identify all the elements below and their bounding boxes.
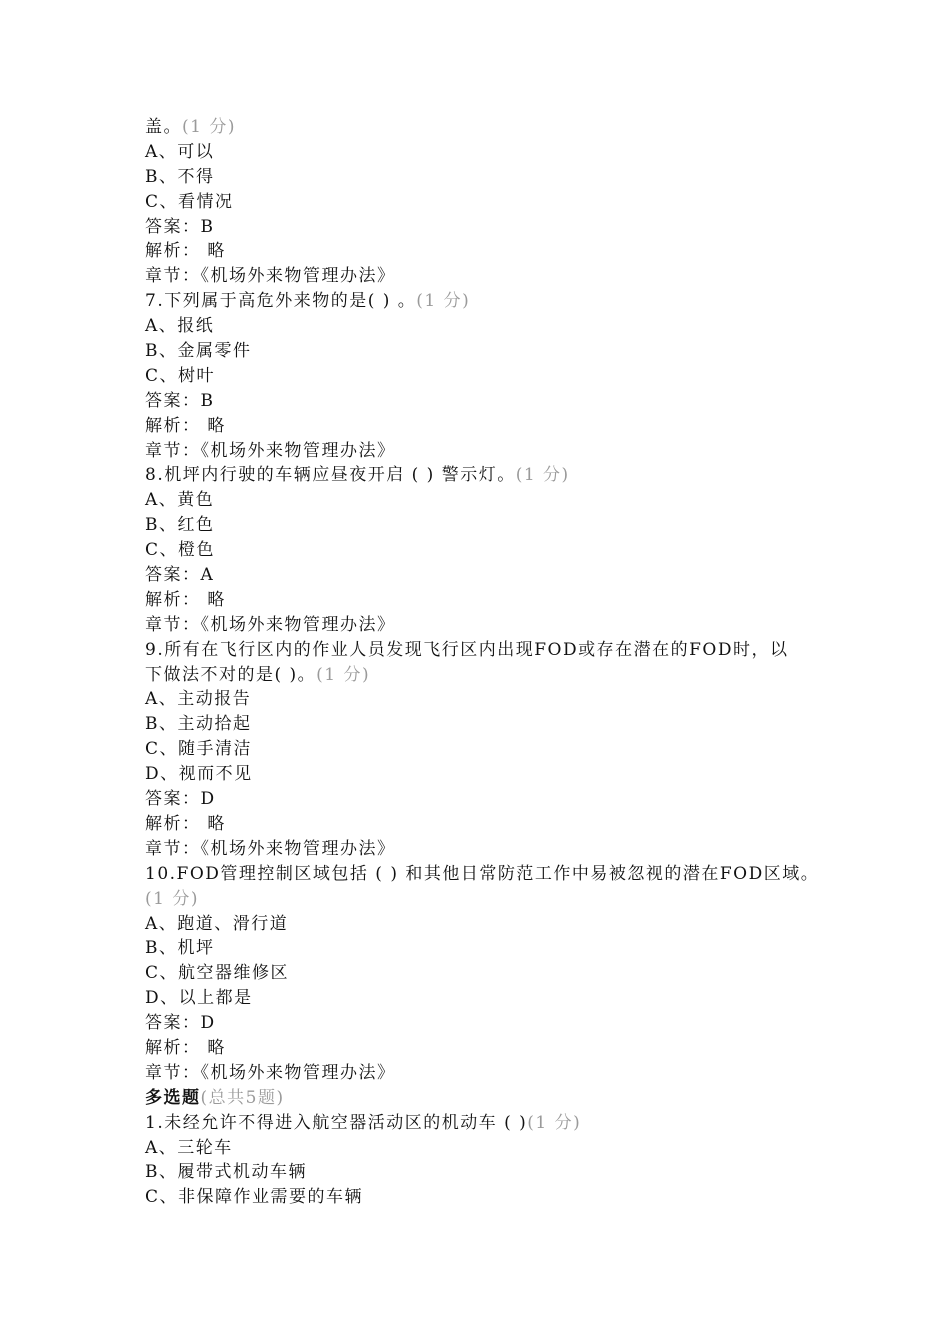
line-text: A、主动报告 <box>145 689 252 710</box>
text-line <box>145 588 845 613</box>
text-line <box>145 264 845 289</box>
text-line <box>145 1160 845 1185</box>
line-text: A、报纸 <box>145 316 215 337</box>
text-line <box>145 986 845 1011</box>
line-text: 9.所有在飞行区内的作业人员发现飞行区内出现FOD或存在潜在的FOD时，以 <box>145 639 789 660</box>
question-points: (1 分) <box>145 888 199 909</box>
line-text: B、履带式机动车辆 <box>145 1162 307 1183</box>
text-line <box>145 862 845 887</box>
text-line <box>145 364 845 389</box>
text-line <box>145 1111 845 1136</box>
text-line <box>145 513 845 538</box>
line-text: B、机坪 <box>145 938 215 959</box>
line-text: 下做法不对的是( )。 <box>145 664 317 685</box>
line-text: 解析： 略 <box>145 415 226 436</box>
line-text: B、主动拾起 <box>145 714 252 735</box>
text-line <box>145 812 845 837</box>
line-text: 章节：《机场外来物管理办法》 <box>145 440 396 461</box>
text-line <box>145 1011 845 1036</box>
question-points: (1 分) <box>182 117 236 137</box>
text-line <box>145 787 845 812</box>
document-page <box>145 115 845 1210</box>
line-text: 解析： 略 <box>145 813 226 834</box>
line-text: 答案：A <box>145 565 215 586</box>
question-points: (1 分) <box>527 1112 582 1133</box>
text-line <box>145 389 845 414</box>
line-text: 章节：《机场外来物管理办法》 <box>145 266 396 287</box>
text-line <box>145 663 845 688</box>
text-line <box>145 737 845 762</box>
text-line <box>145 488 845 513</box>
text-line <box>145 912 845 937</box>
text-line <box>145 339 845 364</box>
text-line <box>145 190 845 215</box>
line-text: 解析： 略 <box>145 589 226 610</box>
line-text: 答案：D <box>145 1013 216 1034</box>
line-text: B、金属零件 <box>145 341 252 362</box>
line-text: 1.未经允许不得进入航空器活动区的机动车 ( ) <box>145 1112 528 1133</box>
line-text: C、航空器维修区 <box>145 963 290 984</box>
text-line <box>145 563 845 588</box>
text-line <box>145 613 845 638</box>
line-text: D、视而不见 <box>145 764 253 785</box>
section-count: (总共5题) <box>200 1087 285 1108</box>
text-line <box>145 165 845 190</box>
line-text: 章节：《机场外来物管理办法》 <box>145 1062 396 1083</box>
text-line <box>145 239 845 264</box>
text-line <box>145 961 845 986</box>
text-line <box>145 414 845 439</box>
text-line <box>145 215 845 240</box>
line-text: C、随手清洁 <box>145 739 253 760</box>
line-text: B、不得 <box>145 166 215 187</box>
line-text: A、三轮车 <box>145 1137 233 1158</box>
line-text: 7.下列属于高危外来物的是( ) 。 <box>145 291 417 312</box>
text-line <box>145 1185 845 1210</box>
text-line <box>145 1061 845 1086</box>
text-line <box>145 289 845 314</box>
text-line <box>145 115 845 140</box>
text-line <box>145 687 845 712</box>
text-line <box>145 887 845 912</box>
line-text: 解析： 略 <box>145 1037 226 1058</box>
line-text: 答案：D <box>145 789 216 810</box>
text-line <box>145 837 845 862</box>
line-text: 解析： 略 <box>145 241 226 262</box>
line-text: C、橙色 <box>145 540 216 561</box>
text-line <box>145 1136 845 1161</box>
text-line <box>145 314 845 339</box>
text-line <box>145 439 845 464</box>
line-text: A、黄色 <box>145 490 215 511</box>
line-text: C、看情况 <box>145 191 234 212</box>
line-text: C、非保障作业需要的车辆 <box>145 1187 364 1208</box>
line-text: 章节：《机场外来物管理办法》 <box>145 614 396 635</box>
text-line <box>145 936 845 961</box>
line-text: B、红色 <box>145 515 215 536</box>
line-text: 8.机坪内行驶的车辆应昼夜开启 ( ) 警示灯。 <box>145 465 516 486</box>
text-line <box>145 1036 845 1061</box>
text-line <box>145 538 845 563</box>
text-line <box>145 140 845 165</box>
question-points: (1 分) <box>416 291 471 312</box>
text-line <box>145 712 845 737</box>
line-text: 答案：B <box>145 216 215 237</box>
line-text: 10.FOD管理控制区域包括 ( ) 和其他日常防范工作中易被忽视的潜在FOD区域。 <box>145 863 820 884</box>
line-text: 盖。 <box>145 117 182 137</box>
line-text: C、树叶 <box>145 365 216 386</box>
line-text: A、跑道、滑行道 <box>145 913 289 934</box>
line-text: 答案：B <box>145 390 215 411</box>
section-title: 多选题 <box>145 1087 201 1108</box>
line-text: D、以上都是 <box>145 988 253 1009</box>
line-text: A、可以 <box>145 141 215 162</box>
question-points: (1 分) <box>515 465 570 486</box>
text-line <box>145 638 845 663</box>
text-line <box>145 463 845 488</box>
text-line <box>145 762 845 787</box>
question-points: (1 分) <box>316 664 371 685</box>
line-text: 章节：《机场外来物管理办法》 <box>145 838 396 859</box>
section-heading <box>145 1086 845 1111</box>
